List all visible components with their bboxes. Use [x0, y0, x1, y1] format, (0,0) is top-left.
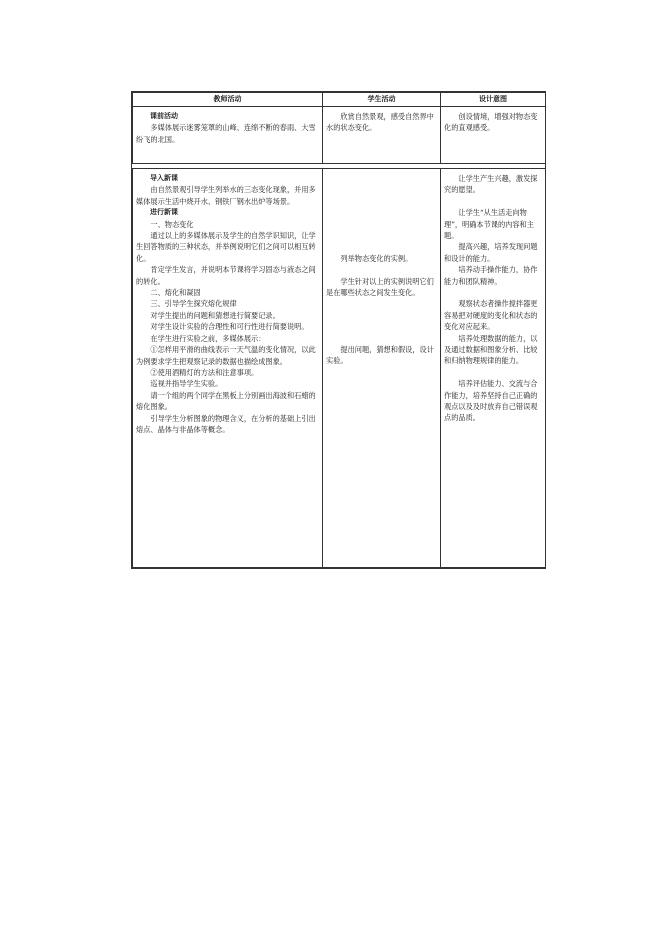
table-row-main [133, 169, 546, 568]
header-row [133, 93, 546, 107]
student-text: 提出问题，猜想和假设，设计实验。 [326, 344, 434, 366]
teacher-text: 巡视并指导学生实验。 [150, 379, 223, 389]
table-row-pre-class [133, 107, 546, 164]
cell-teacher-main [133, 169, 323, 568]
cell-student-pre [323, 107, 441, 164]
teacher-text: 肯定学生发言，并说明本节课将学习固态与液态之间的转化。 [136, 265, 316, 286]
intent-text: 培养处理数据的能力，以及通过数据和图象分析、比较和归纳物理规律的能力。 [444, 333, 538, 366]
teacher-text: 引导学生分析图象的物理含义，在分析的基础上引出熔点、晶体与非晶体等概念。 [136, 413, 316, 434]
teacher-text: 通过以上的多媒体展示及学生的自然学识知识，让学生回答物质的三种状态，并举例说明它们之间可以相互转化。 [136, 231, 316, 263]
teacher-text: 对学生提出的问题和猜想进行简要记录。 [150, 310, 280, 320]
section-title-intro: 导入新课 [150, 174, 178, 182]
teacher-text-pre: 多媒体展示迷雾笼罩的山峰、连绵不断的春雨、大雪纷飞的北国。 [136, 123, 316, 144]
teacher-text: 由自然景观引导学生列举水的三态变化现象，并用多媒体展示生活中烧开水、钢铁厂钢水出炉等场景。 [136, 185, 316, 206]
student-text: 列举物态变化的实例。 [340, 253, 413, 263]
teacher-text: 对学生设计实验的合理性和可行性进行简要说明。 [150, 322, 309, 332]
intent-text: 观察状态者操作搅拌器更容易把对硬度的变化和状态的变化对应起来。 [444, 299, 538, 332]
lesson-plan-table [131, 91, 546, 569]
header-intent: 设计意图 [441, 93, 546, 107]
teacher-text: 三、引导学生探究熔化规律 [150, 299, 237, 309]
intent-text-pre: 创设情境，增强对物态变化的直观感受。 [444, 112, 538, 133]
intent-text: 培养评估能力、交流与合作能力，培养坚持自己正确的观点以及及时放弃自己错误观点的品质。 [444, 379, 538, 423]
header-student: 学生活动 [323, 93, 441, 107]
section-title-new: 进行新课 [150, 208, 178, 217]
cell-teacher-pre [133, 107, 323, 164]
section-title-pre-class: 课前活动 [150, 112, 178, 120]
header-teacher: 教师活动 [133, 93, 323, 107]
intent-text: 提高兴趣，培养发现问题和设计的能力。 [444, 242, 538, 263]
intent-text: 让学生产生兴趣，激发探究的愿望。 [444, 174, 538, 195]
student-text: 学生针对以上的实例说明它们是在哪些状态之间发生变化。 [326, 276, 434, 297]
intent-text: 培养动手操作能力，协作能力和团队精神。 [444, 265, 538, 286]
intent-text: 让学生“从生活走向物理”，明确本节课的内容和主题。 [444, 208, 534, 241]
cell-student-main [323, 169, 441, 568]
teacher-text: ①怎样用平滑的曲线表示一天气温的变化情况，以此为例要求学生把观察记录的数据也描绘成图象。 [136, 345, 316, 366]
teacher-text: 在学生进行实验之前，多媒体展示： [150, 333, 266, 343]
teacher-text: 二、熔化和凝固 [150, 288, 201, 298]
teacher-text: 一、物态变化 [150, 219, 194, 229]
teacher-text: 请一个组的两个同学在黑板上分别画出海波和石蜡的熔化图象。 [136, 390, 316, 412]
student-text-pre: 欣赏自然景观，感受自然界中水的状态变化。 [326, 112, 434, 133]
table [132, 92, 546, 568]
teacher-text: ②使用酒精灯的方法和注意事项。 [150, 367, 259, 377]
cell-intent-main [441, 169, 546, 568]
cell-intent-pre [441, 107, 546, 164]
